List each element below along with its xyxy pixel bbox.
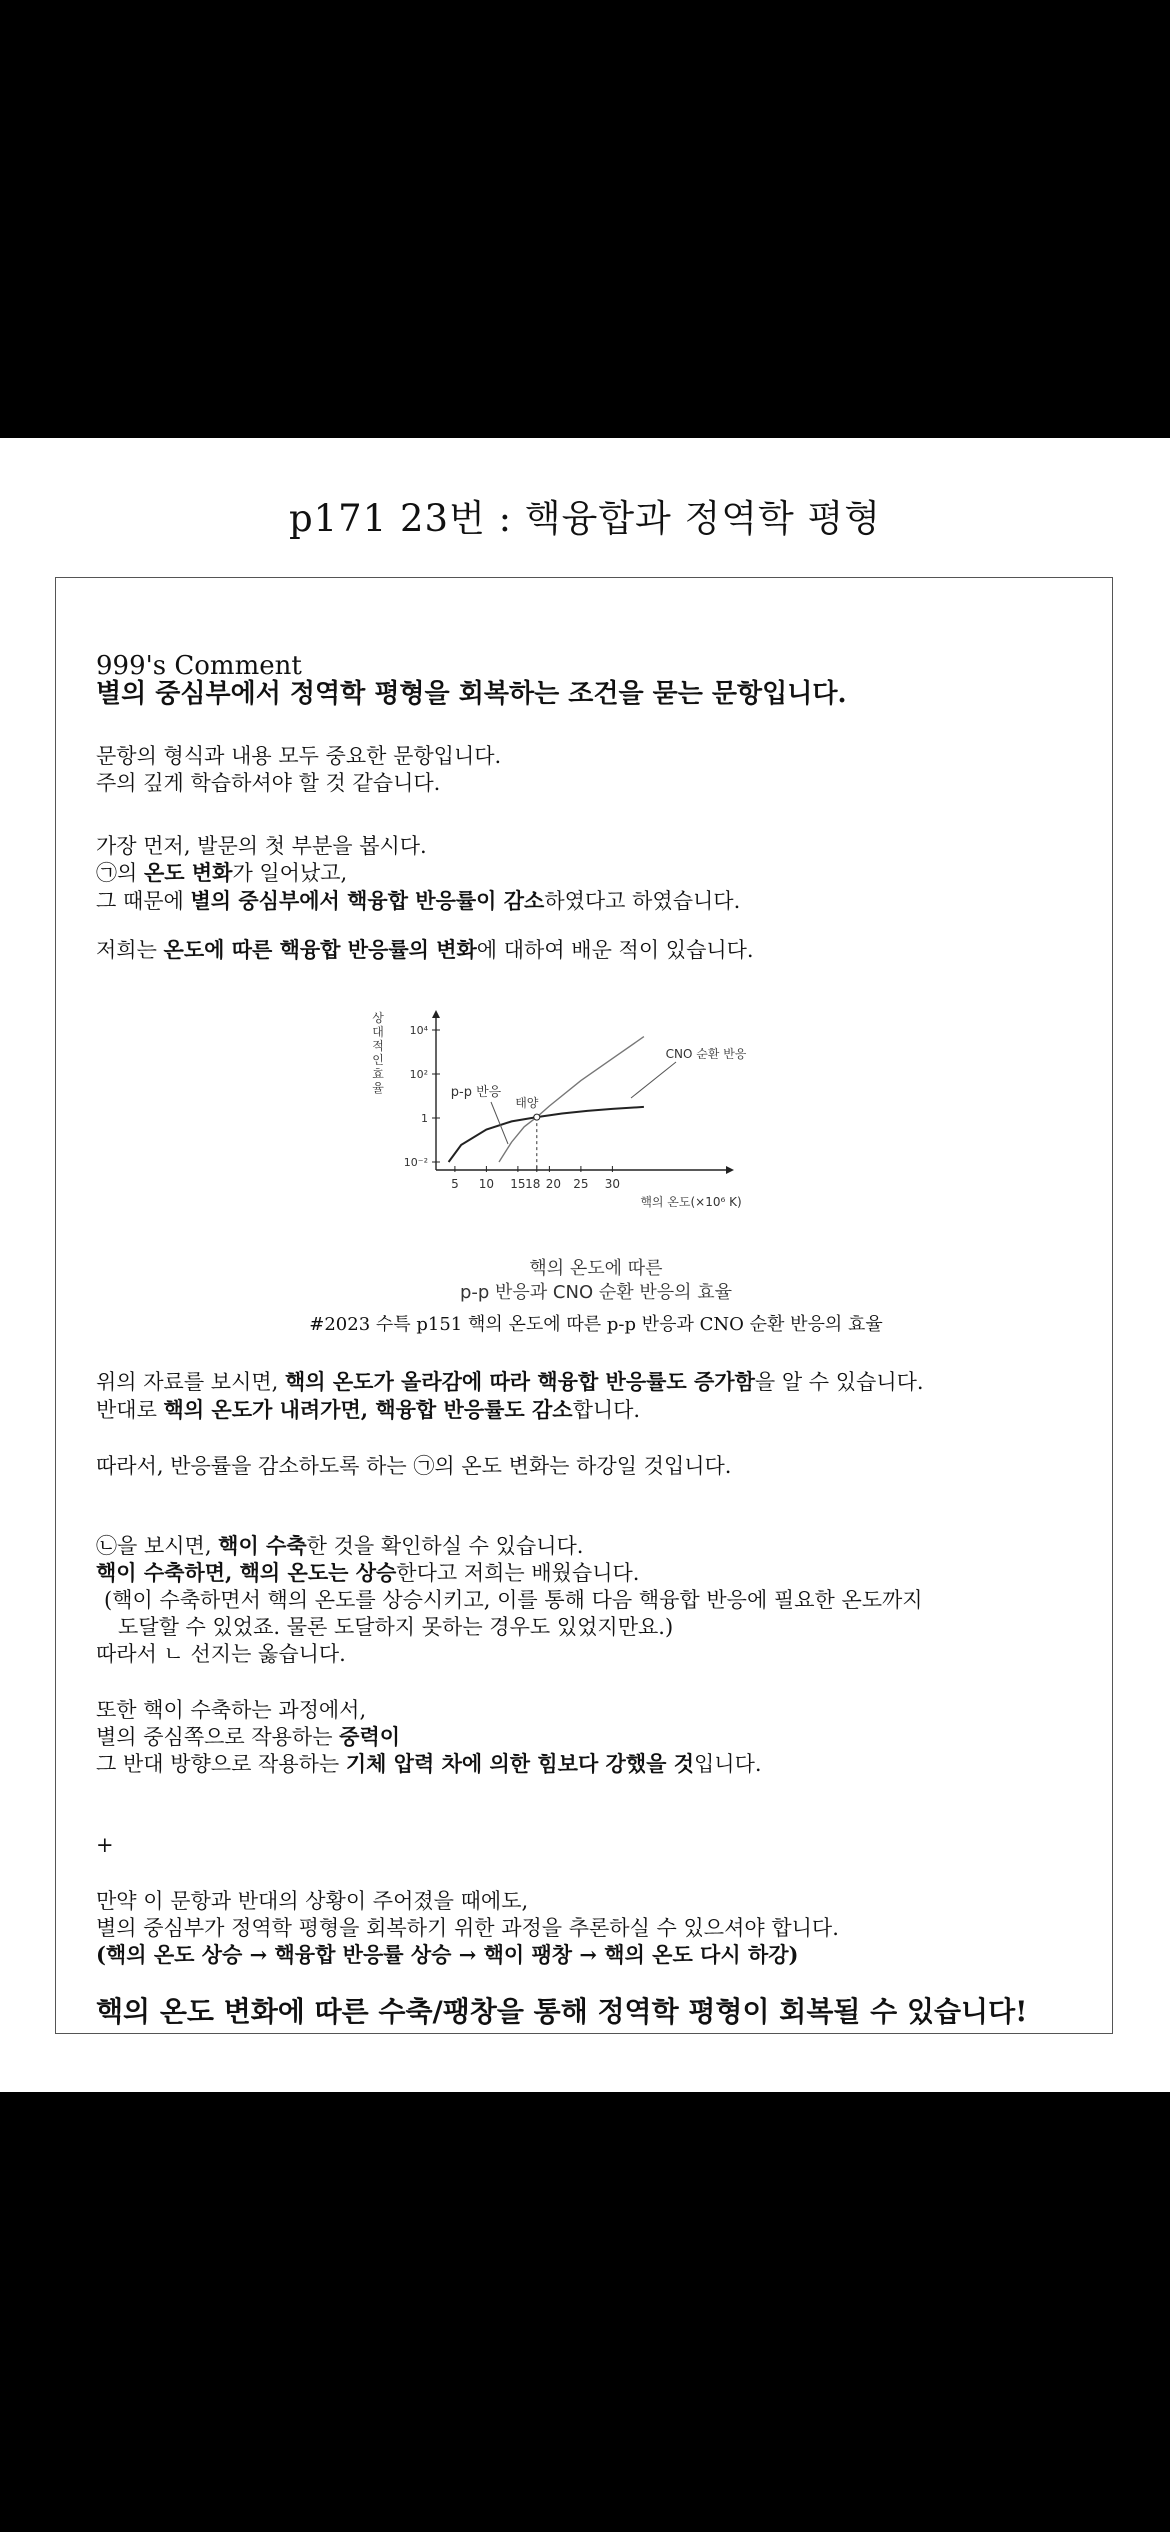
x-tick-label: 18 <box>525 1177 541 1191</box>
efficiency-chart <box>366 1008 836 1238</box>
emphasis-text: 핵의 온도가 내려가면, 핵융합 반응률도 감소 <box>163 1397 573 1422</box>
y-axis-label-char: 율 <box>372 1081 384 1095</box>
text-span: 에 대하여 배운 적이 있습니다. <box>476 938 754 962</box>
x-tick-label: 5 <box>451 1177 459 1191</box>
y-axis-arrow <box>432 1010 440 1018</box>
paragraph-line: 도달할 수 있었죠. 물론 도달하지 못하는 경우도 있었지만요.) <box>118 1615 674 1639</box>
text-span: 한 것을 확인하실 수 있습니다. <box>306 1534 584 1558</box>
process-summary: (핵의 온도 상승 → 핵융합 반응률 상승 → 핵이 팽창 → 핵의 온도 다시 하강) <box>96 1942 799 1967</box>
y-axis-label-char: 인 <box>372 1053 384 1067</box>
figure-source: #2023 수특 p151 핵의 온도에 따른 p-p 반응과 CNO 순환 반응의 효율 <box>309 1314 883 1335</box>
x-tick-label: 20 <box>545 1177 562 1191</box>
emphasis-text: 기체 압력 차에 의한 힘보다 강했을 것 <box>345 1751 695 1776</box>
paragraph-line <box>96 1750 762 1778</box>
text-span: 그 반대 방향으로 작용하는 <box>96 1752 346 1776</box>
emphasis-text: 핵이 수축 <box>218 1533 307 1558</box>
text-span: 반대로 <box>96 1398 164 1422</box>
sun-point <box>534 1114 540 1120</box>
x-tick-label: 15 <box>510 1177 526 1191</box>
text-span: ㉠의 <box>96 861 144 885</box>
y-tick-label: 10⁻² <box>403 1156 428 1169</box>
text-span: 별의 중심쪽으로 작용하는 <box>96 1725 340 1749</box>
paragraph-line: 또한 핵이 수축하는 과정에서, <box>96 1698 367 1722</box>
intro-line: 문항의 형식과 내용 모두 중요한 문항입니다. <box>96 744 502 768</box>
paragraph-line: 만약 이 문항과 반대의 상황이 주어졌을 때에도, <box>96 1889 529 1913</box>
emphasis-text: 중력이 <box>339 1724 401 1749</box>
x-tick-label: 10 <box>478 1177 495 1191</box>
paragraph-line: 별의 중심부가 정역학 평형을 회복하기 위한 과정을 추론하실 수 있으셔야 합니다. <box>96 1916 839 1940</box>
emphasis-text: 핵이 수축하면, 핵의 온도는 상승 <box>96 1560 397 1585</box>
intro-line: 주의 깊게 학습하셔야 할 것 같습니다. <box>96 771 441 795</box>
emphasis-text: 온도 변화 <box>143 860 233 885</box>
text-span: 하였다고 하였습니다. <box>544 889 741 913</box>
emphasis-text: 별의 중심부에서 핵융합 반응률이 감소 <box>190 888 545 913</box>
comment-headline: 별의 중심부에서 정역학 평형을 회복하는 조건을 묻는 문항입니다. <box>96 679 847 709</box>
x-tick-label: 25 <box>573 1177 589 1191</box>
figure-caption: p-p 반응과 CNO 순환 반응의 효율 <box>459 1282 733 1303</box>
paragraph-line <box>96 1396 640 1424</box>
text-span: 가 일어났고, <box>232 861 348 885</box>
paragraph-line <box>96 1532 583 1560</box>
y-axis-label-char: 적 <box>372 1039 384 1053</box>
x-axis-arrow <box>726 1166 734 1174</box>
y-tick-label: 1 <box>421 1112 428 1125</box>
y-tick-label: 10² <box>409 1068 428 1081</box>
paragraph-line: 따라서 ㄴ 선지는 옳습니다. <box>96 1642 346 1666</box>
emphasis-text: 온도에 따른 핵융합 반응률의 변화 <box>163 937 477 962</box>
text-span: ㉡을 보시면, <box>96 1534 219 1558</box>
paragraph-line: 가장 먼저, 발문의 첫 부분을 봅시다. <box>96 834 427 858</box>
y-axis-label-char: 상 <box>372 1011 384 1025</box>
plus-sign: + <box>96 1833 114 1857</box>
series-label-pp: p-p 반응 <box>450 1085 502 1100</box>
paragraph-line <box>96 1368 924 1396</box>
text-span: 그 때문에 <box>96 889 191 913</box>
label-pointer <box>631 1062 676 1098</box>
sun-label: 태양 <box>515 1096 539 1111</box>
series-label-cno: CNO 순환 반응 <box>665 1047 747 1061</box>
text-span: 을 알 수 있습니다. <box>754 1370 924 1394</box>
page-title: p171 23번 : 핵융합과 정역학 평형 <box>288 497 882 540</box>
y-axis-label-char: 효 <box>372 1067 384 1081</box>
x-tick-label: 30 <box>604 1177 621 1191</box>
text-span: 한다고 저희는 배웠습니다. <box>396 1561 640 1585</box>
paragraph-line <box>96 859 347 887</box>
y-axis-label-char: 대 <box>372 1025 384 1039</box>
paragraph-line: 따라서, 반응률을 감소하도록 하는 ㉠의 온도 변화는 하강일 것입니다. <box>96 1454 732 1478</box>
paragraph-line <box>96 1723 400 1751</box>
paragraph-line: (핵이 수축하면서 핵의 온도를 상승시키고, 이를 통해 다음 핵융합 반응에 필요한 온도까지 <box>104 1588 923 1612</box>
paragraph-line <box>96 936 754 964</box>
text-span: 위의 자료를 보시면, <box>96 1370 285 1394</box>
text-span: 입니다. <box>694 1752 762 1776</box>
y-tick-label: 10⁴ <box>409 1024 428 1037</box>
final-conclusion: 핵의 온도 변화에 따른 수축/팽창을 통해 정역학 평형이 회복될 수 있습니다! <box>96 1995 1028 2028</box>
text-span: 합니다. <box>572 1398 641 1422</box>
comment-box <box>55 577 1113 2034</box>
series-line-pp <box>449 1107 644 1162</box>
text-span: 저희는 <box>96 938 164 962</box>
figure-caption: 핵의 온도에 따른 <box>529 1258 663 1279</box>
paragraph-line <box>96 1559 639 1587</box>
emphasis-text: 핵의 온도가 올라감에 따라 핵융합 반응률도 증가함 <box>285 1369 755 1394</box>
paragraph-line <box>96 887 740 915</box>
comment-label: 999's Comment <box>96 651 302 681</box>
document-page <box>0 438 1170 2092</box>
x-axis-label: 핵의 온도(×10⁶ K) <box>640 1195 742 1209</box>
